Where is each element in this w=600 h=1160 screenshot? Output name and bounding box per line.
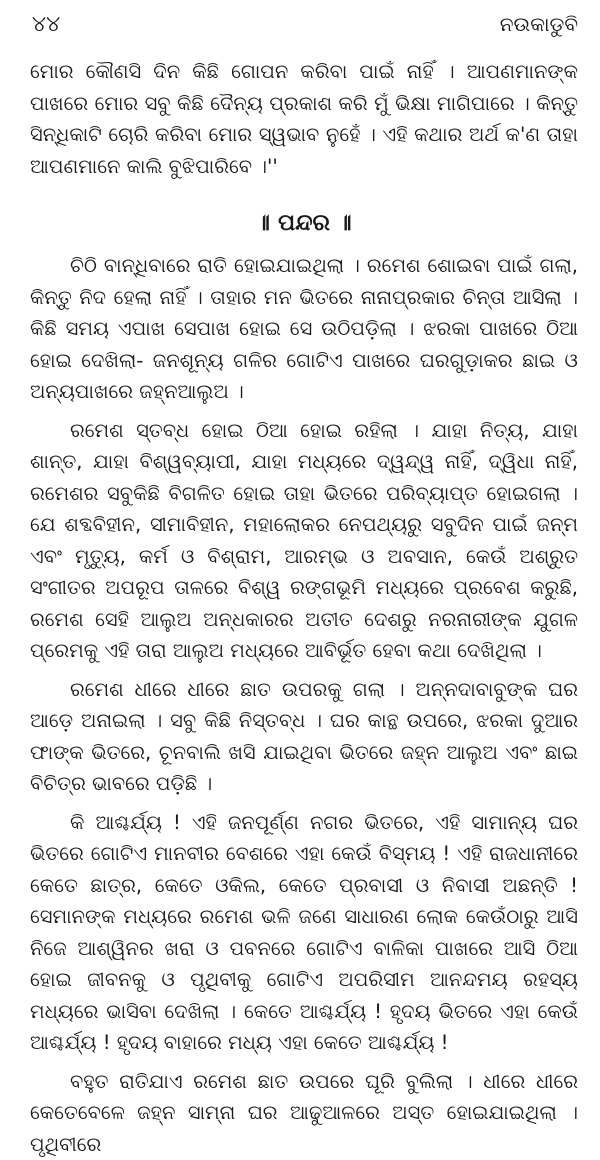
paragraph: ବହୁତ ରାତିଯାଏ ରମେଶ ଛାତ ଉପରେ ଘୂରି ବୁଲିଲା । ଧୀରେ ଧୀରେ କେତେବେଳେ ଜହ୍ନ ସାମ୍ନା ଘର ଆଢୁଆଳରେ ଅସ୍ତ ହୋଇଯାଇଥିଲା । ପୃଥିବୀରେ (30, 1066, 578, 1160)
chapter-title: ॥ ପନ୍ଦର ॥ (30, 210, 578, 236)
continuation-paragraph: ମୋର କୌଣସି ଦିନ କିଛି ଗୋପନ କରିବା ପାଇଁ ନାହିଁ । ଆପଣମାନଙ୍କ ପାଖରେ ମୋର ସବୁ କିଛି ଦୈନ୍ୟ ପ୍ରକାଶ କରି ମୁଁ ଭିକ୍ଷା ମାଗିପାରେ । କିନ୍ତୁ ସିନ୍ଧିକାଟି ଚୋରି କରିବା ମୋର ସ୍ୱଭାବ ନୁହେଁ । ଏହି କଥାର ଅର୍ଥ କ'ଣ ତାହା ଆପଣମାନେ କାଲି ବୁଝିପାରିବେ ।'' (30, 56, 578, 182)
paragraph: କି ଆଶ୍ଚର୍ଯ୍ୟ ! ଏହି ଜନପୂର୍ଣ୍ଣ ନଗର ଭିତରେ, ଏହି ସାମାନ୍ୟ ଘର ଭିତରେ ଗୋଟିଏ ମାନବୀର ବେଶରେ ଏହା କେଉଁ ବିସ୍ମୟ ! ଏହି ରାଜଧାନୀରେ କେତେ ଛାତ୍ର, କେତେ ଓକିଲ, କେତେ ପ୍ରବାସୀ ଓ ନିବାସୀ ଅଛନ୍ତି ! ସେମାନଙ୍କ ମଧ୍ୟରେ ରମେଶ ଭଳି ଜଣେ ସାଧାରଣ ଲୋକ କେଉଁଠାରୁ ଆସି ନିଜେ ଆଶ୍ୱିନର ଖରା ଓ ପବନରେ ଗୋଟିଏ ବାଳିକା ପାଖରେ ଆସି ଠିଆ ହୋଇ ଜୀବନକୁ ଓ ପୃଥିବୀକୁ ଗୋଟିଏ ଅପରିସୀମ ଆନନ୍ଦମୟ ରହସ୍ୟ ମଧ୍ୟରେ ଭାସିବା ଦେଖିଲା । କେତେ ଆଶ୍ଚର୍ଯ୍ୟ ! ହୃଦୟ ଭିତରେ ଏହା କେଉଁ ଆଶ୍ଚର୍ଯ୍ୟ ! ହୃଦୟ ବାହାରେ ମଧ୍ୟ ଏହା କେତେ ଆଶ୍ଚର୍ଯ୍ୟ ! (30, 807, 578, 1059)
paragraph: ଚିଠି ବାନ୍ଧିବାରେ ରାତି ହୋଇଯାଇଥିଲା । ରମେଶ ଶୋଇବା ପାଇଁ ଗଲା, କିନ୍ତୁ ନିଦ ହେଲା ନାହିଁ । ତାହାର ମନ ଭିତରେ ନାନାପ୍ରକାର ଚିନ୍ତା ଆସିଲା । କିଛି ସମୟ ଏପାଖ ସେପାଖ ହୋଇ ସେ ଉଠିପଡ଼ିଲା । ଝରକା ପାଖରେ ଠିଆ ହୋଇ ଦେଖିଲା- ଜନଶୂନ୍ୟ ଗଳିର ଗୋଟିଏ ପାଖରେ ଘରଗୁଡ଼ାକର ଛାଇ ଓ ଅନ୍ୟପାଖରେ ଜହ୍ନଆଲୁଅ । (30, 250, 578, 408)
paragraph: ରମେଶ ସ୍ତବ୍ଧ ହୋଇ ଠିଆ ହୋଇ ରହିଲା । ଯାହା ନିତ୍ୟ, ଯାହା ଶାନ୍ତ, ଯାହା ବିଶ୍ୱବ୍ୟାପୀ, ଯାହା ମଧ୍ୟରେ ଦ୍ୱନ୍ଦ୍ୱ ନାହିଁ, ଦ୍ୱିଧା ନାହିଁ, ରମେଶର ସବୁକିଛି ବିଗଳିତ ହୋଇ ତାହା ଭିତରେ ପରିବ୍ୟାପ୍ତ ହୋଇଗଲା । ଯେ ଶବ୍ଦବିହୀନ, ସୀମାବିହୀନ, ମହାଲୋକର ନେପଥ୍ୟରୁ ସବୁଦିନ ପାଇଁ ଜନ୍ମ ଏବଂ ମୃତ୍ୟୁ, କର୍ମ ଓ ବିଶ୍ରାମ, ଆରମ୍ଭ ଓ ଅବସାନ, କେଉଁ ଅଶ୍ରୁତ ସଂଗୀତର ଅପରୂପ ତାଳରେ ବିଶ୍ୱ ରଙ୍ଗଭୂମି ମଧ୍ୟରେ ପ୍ରବେଶ କରୁଛି, ରମେଶ ସେହି ଆଲୁଅ ଅନ୍ଧକାରର ଅତୀତ ଦେଶରୁ ନରନାରୀଙ୍କ ଯୁଗଳ ପ୍ରେମକୁ ଏହି ତାରା ଆଲୁଅ ମଧ୍ୟରେ ଆବିର୍ଭୂତ ହେବା କଥା ଦେଖିଥିଲା । (30, 415, 578, 667)
page-header (30, 0, 578, 56)
page-number: ୪୪ (32, 12, 60, 37)
running-title: ନଉକାଡୁବି (500, 12, 578, 36)
paragraph: ରମେଶ ଧୀରେ ଧୀରେ ଛାତ ଉପରକୁ ଗଲା । ଅନ୍ନଦାବାବୁଙ୍କ ଘର ଆଡ଼େ ଅନାଇଲା । ସବୁ କିଛି ନିସ୍ତବ୍ଧ । ଘର କାନ୍ଥ ଉପରେ, ଝରକା ଦୁଆର ଫାଙ୍କ ଭିତରେ, ଚୂନବାଲି ଖସି ଯାଇଥିବା ଭିତରେ ଜହ୍ନ ଆଲୁଅ ଏବଂ ଛାଇ ବିଚିତ୍ର ଭାବରେ ପଡ଼ିଛି । (30, 674, 578, 800)
